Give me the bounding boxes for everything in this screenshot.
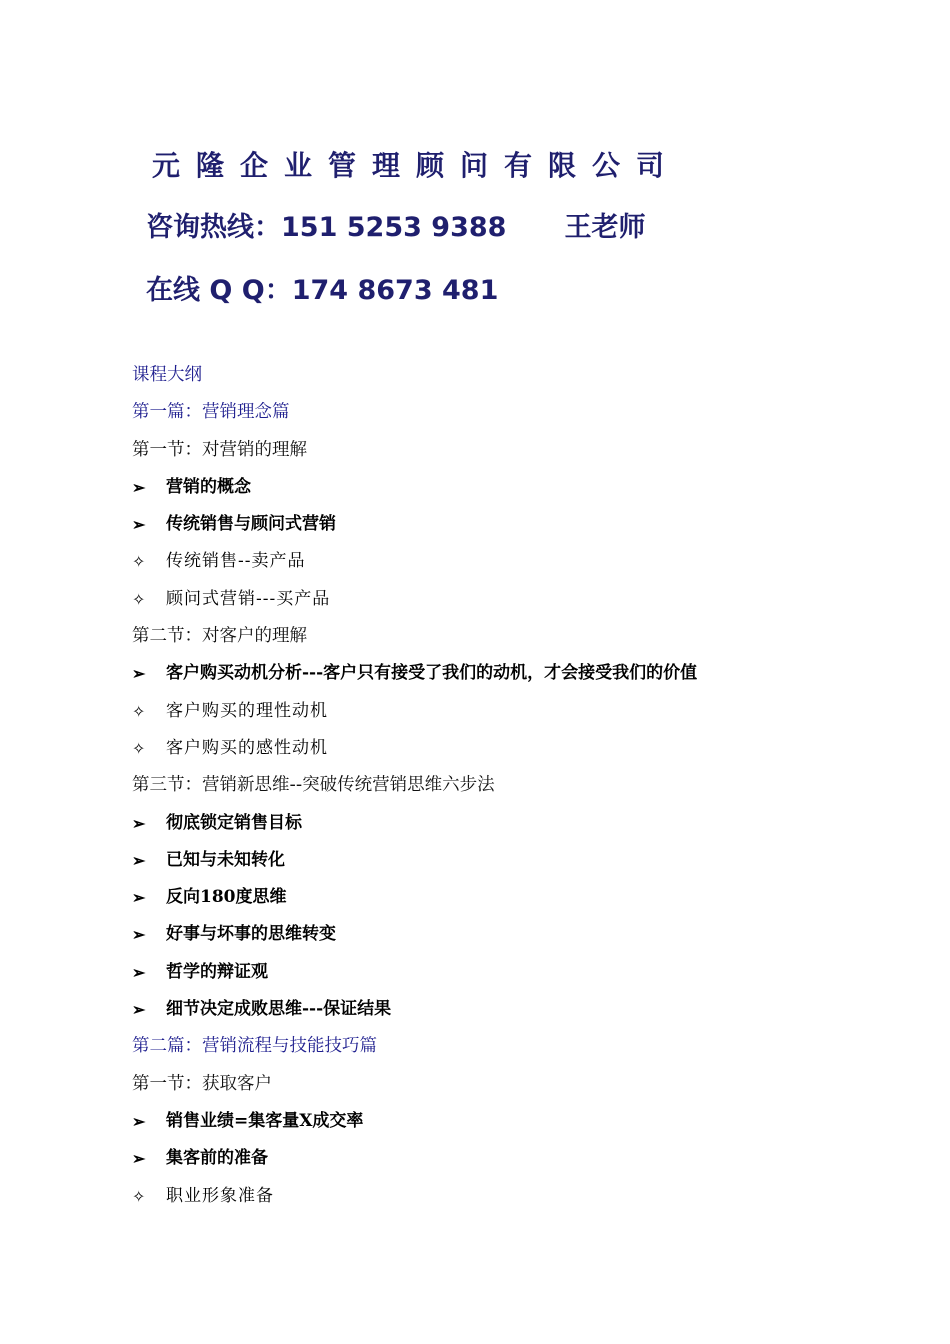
- outline-bullet-item: [132, 469, 892, 506]
- hotline-line: [146, 205, 645, 244]
- diamond-bullet-icon: ✧: [132, 701, 147, 721]
- outline-text: 第一节：对营销的理解: [132, 439, 307, 460]
- outline-text: 好事与坏事的思维转变: [166, 924, 336, 945]
- outline-text: 顾问式营销---买产品: [166, 588, 331, 609]
- outline-text: 第二篇：营销流程与技能技巧篇: [132, 1036, 377, 1057]
- outline-text: 哲学的辩证观: [166, 961, 268, 982]
- outline-section: [132, 432, 892, 469]
- arrow-bullet-icon: ➢: [132, 850, 146, 870]
- arrow-bullet-icon: ➢: [132, 813, 146, 833]
- outline-text: 客户购买动机分析---客户只有接受了我们的动机，才会接受我们的价值: [166, 663, 698, 684]
- course-outline: [132, 357, 892, 1215]
- outline-bullet-item: [132, 916, 892, 953]
- qq-number: 174 8673 481: [291, 275, 499, 306]
- arrow-bullet-icon: ➢: [132, 1149, 146, 1169]
- outline-text: 客户购买的感性动机: [166, 737, 328, 758]
- outline-text: 彻底锁定销售目标: [166, 812, 302, 833]
- outline-bullet-item: [132, 655, 892, 692]
- outline-text: 第三节：营销新思维--突破传统营销思维六步法: [132, 775, 495, 796]
- outline-heading: [132, 394, 892, 431]
- teacher-name: 王老师: [564, 212, 646, 243]
- diamond-bullet-icon: ✧: [132, 738, 147, 758]
- outline-section: [132, 618, 892, 655]
- outline-text: 销售业绩=集客量X成交率: [166, 1110, 364, 1131]
- outline-sub-item: [132, 543, 892, 580]
- outline-text: 细节决定成败思维---保证结果: [166, 999, 392, 1020]
- qq-line: [146, 268, 498, 307]
- hotline-number: 151 5253 9388: [281, 212, 507, 243]
- outline-bullet-item: [132, 1140, 892, 1177]
- outline-text: 反向180度思维: [166, 887, 287, 908]
- outline-text: 第二节：对客户的理解: [132, 626, 307, 647]
- outline-bullet-item: [132, 842, 892, 879]
- outline-text: 传统销售与顾问式营销: [166, 514, 336, 535]
- arrow-bullet-icon: ➢: [132, 1111, 146, 1131]
- outline-text: 课程大纲: [132, 365, 202, 385]
- arrow-bullet-icon: ➢: [132, 1000, 146, 1020]
- outline-text: 职业形象准备: [166, 1185, 274, 1206]
- outline-heading: [132, 1028, 892, 1065]
- diamond-bullet-icon: ✧: [132, 552, 147, 572]
- outline-sub-item: [132, 693, 892, 730]
- outline-bullet-item: [132, 991, 892, 1028]
- outline-text: 第一节：获取客户: [132, 1073, 272, 1094]
- qq-label: 在线 Q Q：: [146, 275, 292, 306]
- arrow-bullet-icon: ➢: [132, 925, 146, 945]
- outline-sub-item: [132, 581, 892, 618]
- outline-text: 集客前的准备: [166, 1148, 268, 1169]
- outline-sub-item: [132, 730, 892, 767]
- diamond-bullet-icon: ✧: [132, 589, 147, 609]
- outline-section: [132, 1066, 892, 1103]
- outline-bullet-item: [132, 954, 892, 991]
- outline-heading: [132, 357, 892, 394]
- company-name: 元隆企业管理顾问有限公司: [152, 149, 681, 182]
- outline-sub-item: [132, 1178, 892, 1215]
- outline-text: 第一篇：营销理念篇: [132, 402, 290, 423]
- arrow-bullet-icon: ➢: [132, 962, 146, 982]
- outline-text: 已知与未知转化: [166, 849, 285, 870]
- outline-bullet-item: [132, 506, 892, 543]
- arrow-bullet-icon: ➢: [132, 477, 146, 497]
- arrow-bullet-icon: ➢: [132, 515, 146, 535]
- outline-section: [132, 767, 892, 804]
- diamond-bullet-icon: ✧: [132, 1186, 147, 1206]
- arrow-bullet-icon: ➢: [132, 888, 146, 908]
- outline-text: 营销的概念: [166, 476, 251, 497]
- outline-bullet-item: [132, 1103, 892, 1140]
- outline-bullet-item: [132, 805, 892, 842]
- outline-text: 客户购买的理性动机: [166, 700, 328, 721]
- hotline-label: 咨询热线：: [146, 212, 281, 243]
- arrow-bullet-icon: ➢: [132, 664, 146, 684]
- outline-bullet-item: [132, 879, 892, 916]
- outline-text: 传统销售--卖产品: [166, 551, 306, 572]
